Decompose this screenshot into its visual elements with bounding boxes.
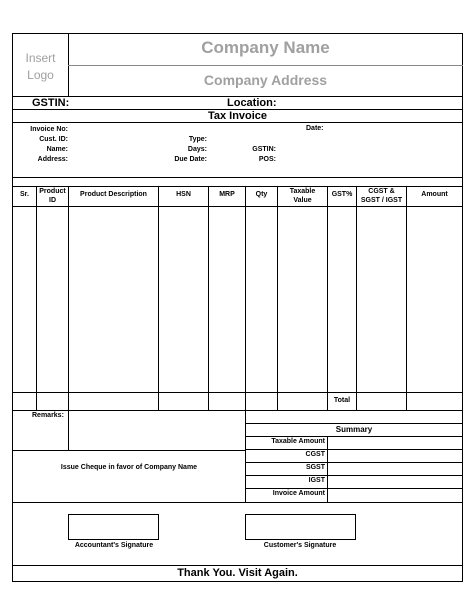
sgst-label: SGST bbox=[305, 464, 325, 471]
gstin-label: GSTIN: bbox=[32, 97, 70, 109]
col-header-product-id-line2: ID bbox=[49, 197, 56, 204]
invoice-no-label: Invoice No: bbox=[30, 126, 68, 133]
col-header-product-id bbox=[37, 187, 68, 205]
col-header-cgst-sgst-igst bbox=[357, 187, 406, 205]
col-header-description-text: Product Description bbox=[80, 191, 147, 198]
total-label: Total bbox=[333, 397, 351, 404]
col-header-description bbox=[69, 191, 158, 198]
days-label: Days: bbox=[187, 146, 207, 153]
thank-you-line bbox=[12, 565, 463, 566]
col-header-gst-percent bbox=[328, 191, 356, 198]
address-label: Address: bbox=[37, 156, 68, 163]
col-line-6 bbox=[277, 186, 278, 410]
document-title: Tax Invoice bbox=[207, 110, 268, 122]
summary-row-line-3 bbox=[245, 462, 463, 463]
accountant-signature-box bbox=[68, 514, 159, 540]
customer-signature-label: Customer's Signature bbox=[263, 542, 337, 549]
remarks-bottom-line bbox=[12, 450, 245, 451]
col-header-sr bbox=[13, 191, 36, 198]
col-line-3 bbox=[158, 186, 159, 410]
col-header-sr-text: Sr. bbox=[20, 191, 29, 198]
info-labels-right bbox=[240, 145, 276, 165]
summary-mid-line bbox=[327, 436, 328, 502]
col-header-taxable-value bbox=[278, 187, 327, 205]
col-header-qty bbox=[246, 191, 277, 198]
items-bottom-line bbox=[12, 392, 463, 393]
col-header-amount bbox=[407, 191, 462, 198]
total-row-line bbox=[12, 410, 463, 411]
table-header-line bbox=[12, 206, 463, 207]
col-header-mrp-text: MRP bbox=[219, 191, 235, 198]
title-row-line bbox=[12, 122, 463, 123]
logo-text-line1: Insert bbox=[25, 51, 56, 65]
logo-placeholder bbox=[13, 50, 68, 84]
summary-row-line-5 bbox=[245, 488, 463, 489]
type-label: Type: bbox=[188, 136, 207, 143]
taxable-amount-label: Taxable Amount bbox=[271, 438, 325, 445]
col-line-7 bbox=[327, 186, 328, 410]
col-header-qty-text: Qty bbox=[255, 191, 268, 198]
due-date-label: Due Date: bbox=[174, 156, 207, 163]
info-bottom-line bbox=[12, 177, 463, 178]
col-header-product-id-line1: Product bbox=[39, 188, 66, 195]
summary-row-line-4 bbox=[245, 475, 463, 476]
company-address: Company Address bbox=[203, 72, 328, 88]
summary-row-line-2 bbox=[245, 449, 463, 450]
cheque-note: Issue Cheque in favor of Company Name bbox=[60, 464, 198, 471]
col-line-9 bbox=[406, 186, 407, 410]
col-header-taxable-value-line1: Taxable bbox=[289, 188, 316, 195]
location-label: Location: bbox=[227, 97, 277, 109]
info-labels-left bbox=[14, 125, 68, 165]
logo-text-line2: Logo bbox=[27, 68, 54, 82]
col-line-2 bbox=[68, 186, 69, 410]
info-labels-middle bbox=[160, 135, 207, 165]
invoice-amount-label: Invoice Amount bbox=[272, 490, 325, 497]
col-line-4 bbox=[208, 186, 209, 410]
col-header-taxable-value-line2: Value bbox=[293, 197, 312, 204]
summary-top-line bbox=[245, 423, 463, 424]
thank-you-text: Thank You. Visit Again. bbox=[177, 567, 298, 579]
remarks-label: Remarks: bbox=[32, 412, 64, 419]
col-header-hsn-text: HSN bbox=[176, 191, 191, 198]
name-label: Name: bbox=[46, 146, 68, 153]
pos-label: POS: bbox=[258, 156, 276, 163]
company-name-divider bbox=[68, 65, 463, 66]
summary-label: Summary bbox=[335, 425, 373, 434]
summary-bottom-line bbox=[12, 502, 463, 503]
summary-row-line-1 bbox=[245, 436, 463, 437]
col-line-5 bbox=[245, 186, 246, 410]
col-header-hsn bbox=[159, 191, 208, 198]
col-header-amount-text: Amount bbox=[421, 191, 448, 198]
customer-signature-box bbox=[245, 514, 356, 540]
date-label: Date: bbox=[306, 125, 324, 132]
col-header-mrp bbox=[209, 191, 245, 198]
gstin-info-label: GSTIN: bbox=[252, 146, 276, 153]
igst-label: IGST bbox=[308, 477, 325, 484]
col-line-8 bbox=[356, 186, 357, 410]
col-header-gst-percent-text: GST% bbox=[331, 191, 353, 198]
company-name: Company Name bbox=[201, 38, 330, 57]
col-header-cgst-sgst-igst-line1: CGST & bbox=[368, 188, 395, 195]
cgst-label: CGST bbox=[305, 451, 325, 458]
col-line-1 bbox=[36, 186, 37, 410]
accountant-signature-label: Accountant's Signature bbox=[74, 542, 154, 549]
cust-id-label: Cust. ID: bbox=[39, 136, 68, 143]
remarks-left-line bbox=[68, 410, 69, 450]
col-header-cgst-sgst-igst-line2: SGST / IGST bbox=[360, 197, 403, 204]
